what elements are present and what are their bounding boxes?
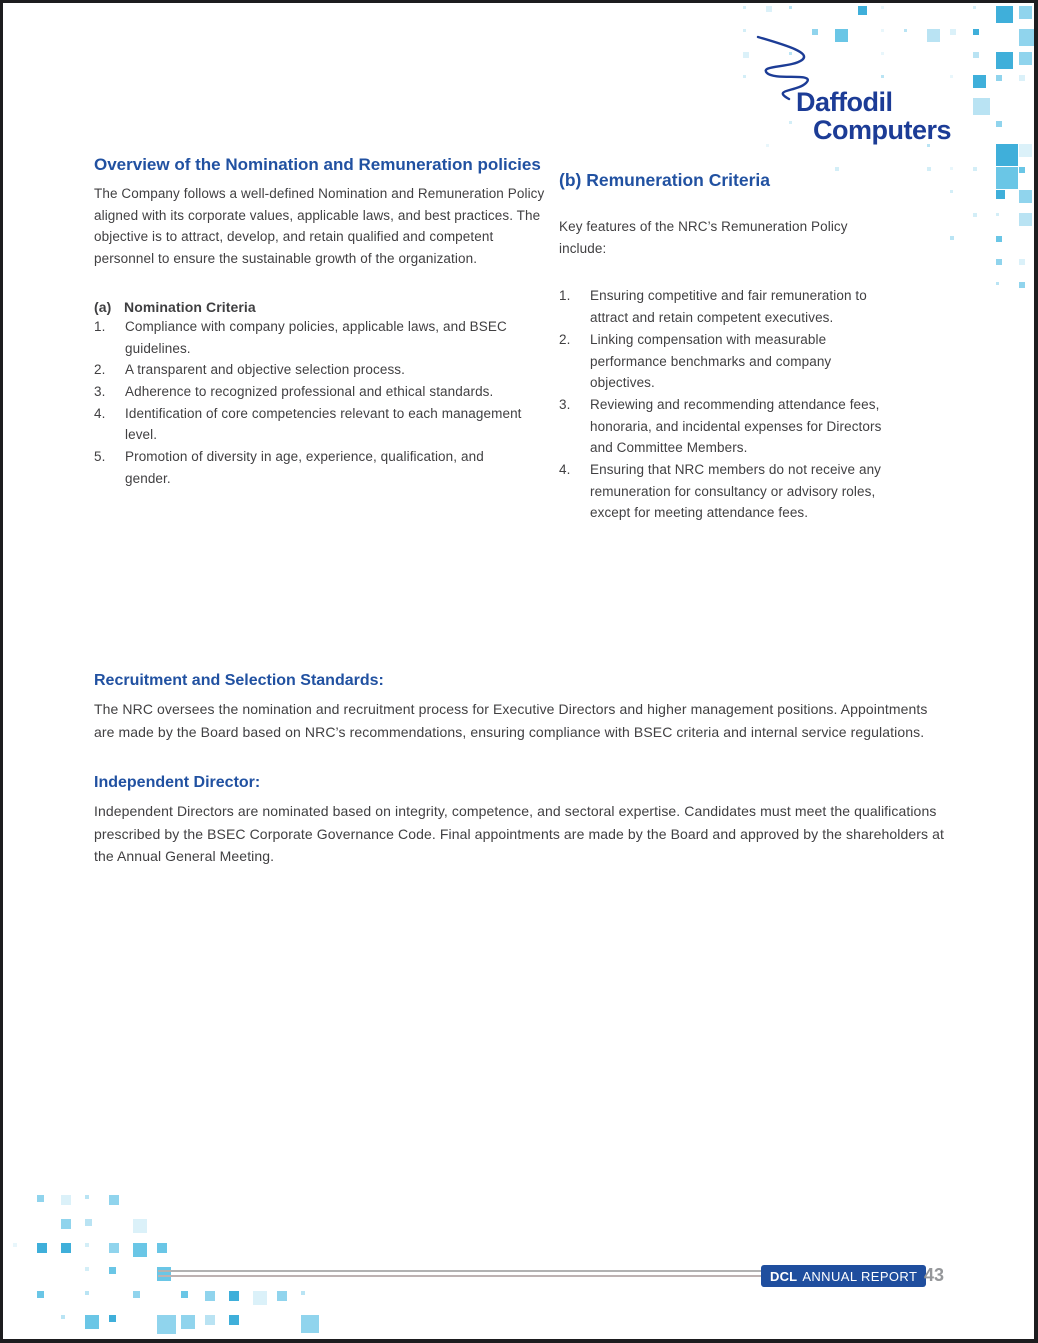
nomination-criteria-label: (a) xyxy=(94,298,112,315)
pixel-square xyxy=(743,6,746,9)
pixel-square xyxy=(205,1315,215,1325)
pixel-square xyxy=(973,213,977,217)
pixel-square xyxy=(904,29,907,32)
pixel-square xyxy=(1019,190,1032,203)
pixel-square xyxy=(157,1339,167,1343)
pixel-square xyxy=(253,1291,267,1305)
recruitment-heading: Recruitment and Selection Standards: xyxy=(94,672,384,689)
right-column xyxy=(559,169,901,524)
pixel-square xyxy=(61,1195,71,1205)
pixel-square xyxy=(301,1315,319,1333)
pixel-square xyxy=(133,1291,140,1298)
pixel-square xyxy=(301,1291,305,1295)
list-item: Adherence to recognized professional and ethical standards. xyxy=(94,381,552,403)
list-item-number xyxy=(94,381,125,403)
list-item-number xyxy=(94,359,125,381)
list-item-number xyxy=(559,459,590,524)
list-item: A transparent and objective selection process. xyxy=(94,359,552,381)
pixel-square xyxy=(109,1339,119,1343)
pixel-square xyxy=(996,236,1002,242)
footer-rule xyxy=(158,1270,761,1277)
pixel-square xyxy=(950,167,953,170)
pixel-square xyxy=(181,1339,191,1343)
page-number: 43 xyxy=(924,1265,945,1285)
pixel-square xyxy=(743,29,746,32)
pixel-square xyxy=(133,1243,147,1257)
independent-director-heading: Independent Director: xyxy=(94,774,261,791)
pixel-square xyxy=(85,1243,89,1247)
independent-director-paragraph: Independent Directors are nominated based on integrity, competence, and sectoral expertise. Candidates must meet the qualifications prescribed by the BSEC Corporate Governance Code. Final appointments are made by the Board and approved by the shareholders at the Annual General Meeting. xyxy=(94,803,944,864)
nomination-criteria-title: Nomination Criteria xyxy=(124,298,256,315)
pixel-square xyxy=(950,29,956,35)
pixel-square xyxy=(973,29,979,35)
pixel-square xyxy=(85,1267,89,1271)
pixel-square xyxy=(1019,282,1025,288)
pixel-square xyxy=(996,75,1002,81)
footer-badge-annual-report: ANNUAL REPORT xyxy=(802,1268,918,1284)
pixel-square xyxy=(858,6,867,15)
list-item: Ensuring that NRC members do not receive any remuneration for consultancy or advisory roles, except for meeting attendance fees. xyxy=(559,459,901,524)
pixel-square xyxy=(229,1291,239,1301)
remuneration-criteria-heading: (b) Remuneration Criteria xyxy=(559,170,770,190)
pixel-square xyxy=(1019,213,1032,226)
pixel-square xyxy=(61,1315,65,1319)
pixel-square xyxy=(996,259,1002,265)
pixel-square xyxy=(996,282,999,285)
remuneration-intro: Key features of the NRC’s Remuneration Policy include: xyxy=(559,219,848,256)
pixel-square xyxy=(996,121,1002,127)
pixel-square xyxy=(85,1219,92,1226)
nomination-criteria-heading xyxy=(94,299,552,315)
pixel-square xyxy=(927,167,931,171)
pixel-square xyxy=(85,1315,99,1329)
pixel-square xyxy=(109,1315,116,1322)
nomination-criteria-list xyxy=(94,316,552,490)
pixel-square xyxy=(927,29,940,42)
list-item: Compliance with company policies, applicable laws, and BSEC guidelines. xyxy=(94,316,552,359)
footer-badge-dcl: DCL xyxy=(770,1268,798,1284)
pixel-square xyxy=(950,236,954,240)
list-item-number xyxy=(559,329,590,394)
recruitment-paragraph: The NRC oversees the nomination and recruitment process for Executive Directors and higher management positions. Appointments are made by the Board based on NRC’s recommendations, ensuring compliance with BSEC criteria and internal service regulations. xyxy=(94,701,928,740)
pixel-square xyxy=(881,29,884,32)
logo-text-line2: Computers xyxy=(813,115,952,145)
pixel-square xyxy=(996,213,999,216)
pixel-square xyxy=(1019,144,1032,157)
pixel-square xyxy=(181,1315,195,1329)
pixel-square xyxy=(157,1243,167,1253)
pixel-square xyxy=(229,1315,239,1325)
list-item: Ensuring competitive and fair remuneration to attract and retain competent executives. xyxy=(559,285,901,328)
pixel-square xyxy=(37,1195,44,1202)
lower-sections xyxy=(94,670,950,868)
overview-heading: Overview of the Nomination and Remuneration policies xyxy=(94,155,541,174)
pixel-square xyxy=(743,52,749,58)
list-item: Identification of core competencies relevant to each management level. xyxy=(94,403,552,446)
pixel-square xyxy=(1019,29,1036,46)
pixel-square xyxy=(277,1291,287,1301)
pixel-square xyxy=(881,75,884,78)
pixel-square xyxy=(85,1195,89,1199)
pixel-square xyxy=(1019,75,1025,81)
pixel-square xyxy=(37,1291,44,1298)
recruitment-section xyxy=(94,670,950,743)
pixel-square xyxy=(109,1267,116,1274)
pixel-square xyxy=(950,75,953,78)
pixel-square xyxy=(973,6,976,9)
pixel-square xyxy=(996,167,1018,189)
pixel-square xyxy=(973,52,979,58)
pixel-square xyxy=(133,1219,147,1233)
left-column xyxy=(94,153,552,489)
pixel-square xyxy=(37,1243,47,1253)
pixel-square xyxy=(789,6,792,9)
list-item-number xyxy=(94,316,125,359)
pixel-square xyxy=(229,1339,248,1343)
list-item: Linking compensation with measurable performance benchmarks and company objectives. xyxy=(559,329,901,394)
remuneration-criteria-list xyxy=(559,285,901,524)
pixel-square xyxy=(996,144,1018,166)
list-item-number xyxy=(559,394,590,459)
list-item: Promotion of diversity in age, experience, qualification, and gender. xyxy=(94,446,552,489)
pixel-square xyxy=(766,144,769,147)
list-item-number xyxy=(94,403,125,446)
pixel-square xyxy=(61,1243,71,1253)
overview-paragraph: The Company follows a well-defined Nomination and Remuneration Policy aligned with its corporate values, applicable laws, and best practices. The objective is to attract, develop, and retain qualified and competent personnel to ensure the sustainable growth of the organization. xyxy=(94,186,545,267)
logo-text-line1: Daffodil xyxy=(796,87,893,117)
pixel-square xyxy=(766,6,772,12)
pixel-square xyxy=(157,1315,176,1334)
pixel-square xyxy=(13,1243,17,1247)
pixel-square xyxy=(181,1291,188,1298)
pixel-square xyxy=(253,1339,267,1343)
pixel-square xyxy=(133,1339,143,1343)
pixel-square xyxy=(973,167,977,171)
pixel-square xyxy=(881,6,884,9)
independent-director-section xyxy=(94,772,950,868)
pixel-square xyxy=(85,1291,89,1295)
pixel-square xyxy=(973,98,990,115)
pixel-square xyxy=(109,1243,119,1253)
pixel-square xyxy=(996,190,1005,199)
pixel-square xyxy=(996,6,1013,23)
pixel-square xyxy=(973,75,986,88)
list-item-number xyxy=(94,446,125,489)
pixel-square xyxy=(1019,259,1025,265)
pixel-square xyxy=(789,121,792,124)
list-item-number xyxy=(559,285,590,328)
pixel-square xyxy=(277,1339,284,1343)
pixel-square xyxy=(109,1195,119,1205)
list-item: Reviewing and recommending attendance fees, honoraria, and incidental expenses for Directors and Committee Members. xyxy=(559,394,901,459)
pixel-square xyxy=(205,1291,215,1301)
pixel-square xyxy=(881,52,884,55)
pixel-square xyxy=(743,75,746,78)
footer-report-badge xyxy=(761,1265,926,1287)
pixel-square xyxy=(996,52,1013,69)
pixel-square xyxy=(1019,167,1025,173)
pixel-square xyxy=(1019,52,1032,65)
pixel-square xyxy=(950,190,953,193)
pixel-square xyxy=(61,1219,71,1229)
pixel-square xyxy=(1019,6,1032,19)
